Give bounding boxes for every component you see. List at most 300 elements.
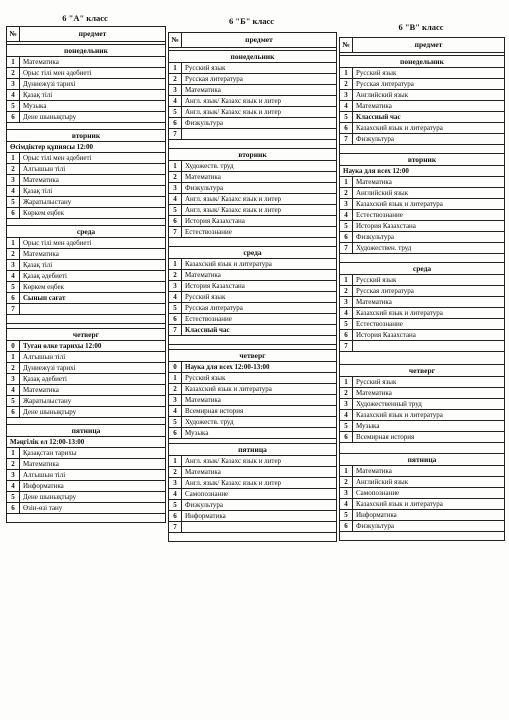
- lesson-number: 2: [169, 172, 182, 182]
- lesson-subject: Англ. язык/ Казахс язык и литер: [185, 457, 282, 465]
- lesson-row: [7, 503, 165, 514]
- lesson-subject: Англ. язык/ Казахс язык и литер: [185, 195, 282, 203]
- lesson-number: 3: [340, 399, 353, 409]
- lesson-row: [7, 304, 165, 315]
- class-c-schedule: [339, 37, 505, 541]
- lesson-number: 0: [169, 362, 182, 372]
- spacer: [7, 315, 165, 324]
- lesson-subject: Казахский язык и литература: [356, 411, 443, 419]
- lesson-subject: Русский язык: [185, 293, 226, 301]
- day-heading-wednesday: среда: [340, 263, 504, 275]
- lesson-number: 6: [169, 314, 182, 324]
- lesson-subject: Орыс тілі мен әдебиеті: [23, 154, 92, 162]
- lesson-subject: Всемирная история: [185, 407, 244, 415]
- lesson-number: 6: [7, 293, 20, 303]
- lesson-subject: Өзін-өзі тану: [23, 504, 63, 512]
- lesson-row: [7, 448, 165, 459]
- lesson-number: 2: [340, 286, 353, 296]
- spacer: [7, 123, 165, 130]
- lesson-number: 4: [340, 410, 353, 420]
- lesson-subject: Қазақ тілі: [23, 91, 53, 99]
- lesson-row: [169, 384, 336, 395]
- lesson-subject: Художественный труд: [356, 400, 422, 408]
- lesson-subject: Қазақстан тарихы: [23, 449, 77, 457]
- lesson-number: 3: [7, 470, 20, 480]
- lesson-number: 7: [340, 243, 353, 253]
- lesson-number: 2: [7, 459, 20, 469]
- lesson-row: [169, 172, 336, 183]
- lesson-number: 1: [169, 259, 182, 269]
- lesson-subject: Англ. язык/ Казахс язык и литер: [185, 206, 282, 214]
- lesson-number: 3: [7, 175, 20, 185]
- lesson-number: 3: [169, 395, 182, 405]
- lesson-number: 3: [7, 374, 20, 384]
- lesson-subject: Русский язык: [356, 276, 397, 284]
- spacer: [169, 238, 336, 247]
- lesson-row: [7, 363, 165, 374]
- lesson-row: [169, 511, 336, 522]
- lesson-subject: Сынып сағат: [23, 294, 66, 302]
- lesson-number: 2: [340, 477, 353, 487]
- spacer: [169, 533, 336, 542]
- lesson-row: [340, 275, 504, 286]
- lesson-row: [7, 68, 165, 79]
- lesson-row: [169, 74, 336, 85]
- lesson-subject: Математика: [356, 178, 392, 186]
- lesson-subject: Физкультура: [185, 501, 224, 509]
- lesson-row: [7, 101, 165, 112]
- table-header: [169, 33, 336, 48]
- lesson-subject: Орыс тілі мен әдебиеті: [23, 69, 92, 77]
- header-number: №: [7, 27, 20, 41]
- lesson-subject: Русский язык: [356, 378, 397, 386]
- lesson-row: [169, 118, 336, 129]
- lesson-subject: Классный час: [356, 113, 401, 121]
- lesson-subject: Музыка: [185, 429, 209, 437]
- lesson-number: 6: [169, 511, 182, 521]
- lesson-row: [169, 161, 336, 172]
- lesson-row: [7, 112, 165, 123]
- lesson-subject: Математика: [23, 58, 59, 66]
- lesson-number: 6: [7, 407, 20, 417]
- lesson-number: 4: [340, 308, 353, 318]
- lesson-number: 3: [340, 90, 353, 100]
- day-heading-monday: понедельник: [169, 51, 336, 63]
- lesson-subject: Математика: [185, 173, 221, 181]
- lesson-subject: Дене шынықтыру: [23, 493, 77, 501]
- lesson-number: 6: [340, 330, 353, 340]
- lesson-subject: Дүниежүзі тарихі: [23, 364, 76, 372]
- lesson-row: [340, 297, 504, 308]
- lesson-row: [169, 406, 336, 417]
- lesson-number: 3: [169, 183, 182, 193]
- lesson-number: 7: [169, 522, 182, 532]
- lesson-subject: Русский язык: [185, 64, 226, 72]
- day-heading-tuesday: вторник: [169, 149, 336, 161]
- table-header: [7, 27, 165, 42]
- lesson-row: [340, 79, 504, 90]
- lesson-subject: Естествознание: [185, 315, 232, 323]
- day-heading-thursday: четверг: [7, 329, 165, 341]
- lesson-subject: Математика: [23, 460, 59, 468]
- lesson-number: 7: [340, 341, 353, 351]
- lesson-subject: Математика: [185, 86, 221, 94]
- lesson-row: [169, 456, 336, 467]
- lesson-number: 4: [169, 489, 182, 499]
- lesson-row: [340, 112, 504, 123]
- lesson-row: [340, 341, 504, 352]
- lesson-row: [340, 101, 504, 112]
- lesson-row: [340, 286, 504, 297]
- lesson-row: [7, 153, 165, 164]
- lesson-number: 7: [340, 134, 353, 144]
- class-b-title: 6 "Б" класс: [228, 16, 275, 26]
- header-subject: предмет: [245, 35, 273, 44]
- lesson-subject: Қазақ әдебиеті: [23, 272, 67, 280]
- lesson-row: [169, 129, 336, 140]
- lesson-number: 4: [7, 271, 20, 281]
- lesson-subject: Художеств. труд: [185, 162, 234, 170]
- lesson-number: 4: [7, 481, 20, 491]
- lesson-row: [7, 186, 165, 197]
- lesson-number: 3: [169, 478, 182, 488]
- lesson-row: [169, 325, 336, 336]
- lesson-row: [169, 205, 336, 216]
- lesson-number: 1: [169, 456, 182, 466]
- lesson-subject: Математика: [23, 250, 59, 258]
- lesson-number: 3: [340, 297, 353, 307]
- lesson-row: [7, 197, 165, 208]
- lesson-number: 1: [7, 448, 20, 458]
- lesson-row: [169, 417, 336, 428]
- lesson-subject: История Казахстана: [185, 217, 245, 225]
- lesson-subject: Информатика: [185, 512, 226, 520]
- lesson-subject: Физкультура: [356, 522, 395, 530]
- lesson-subject: Художеств. труд: [185, 418, 234, 426]
- lesson-subject: Русская литература: [356, 287, 414, 295]
- lesson-row: [169, 270, 336, 281]
- lesson-row: [7, 208, 165, 219]
- day-subtitle: Наука для всех 12:00: [340, 166, 504, 177]
- table-header: [340, 38, 504, 53]
- lesson-number: 5: [169, 500, 182, 510]
- lesson-row: [169, 467, 336, 478]
- lesson-number: 2: [169, 270, 182, 280]
- lesson-row: [7, 175, 165, 186]
- lesson-subject: Математика: [23, 386, 59, 394]
- lesson-subject: Казахский язык и литература: [356, 200, 443, 208]
- lesson-row: [169, 63, 336, 74]
- lesson-subject: Естествознание: [356, 211, 403, 219]
- lesson-number: 5: [169, 107, 182, 117]
- spacer: [7, 219, 165, 226]
- lesson-row: [340, 232, 504, 243]
- lesson-subject: [182, 522, 336, 532]
- lesson-row: [340, 90, 504, 101]
- lesson-number: 5: [169, 205, 182, 215]
- lesson-number: 4: [340, 499, 353, 509]
- lesson-row: [340, 134, 504, 145]
- lesson-number: 1: [169, 161, 182, 171]
- lesson-subject: Математика: [356, 389, 392, 397]
- lesson-subject: Физкультура: [185, 119, 224, 127]
- day-heading-wednesday: среда: [169, 247, 336, 259]
- lesson-row: [169, 216, 336, 227]
- lesson-row: [340, 243, 504, 254]
- lesson-number: 4: [169, 96, 182, 106]
- lesson-row: [340, 68, 504, 79]
- lesson-row: [7, 341, 165, 352]
- lesson-row: [340, 188, 504, 199]
- lesson-subject: Физкультура: [356, 135, 395, 143]
- lesson-subject: Художествен. труд: [356, 244, 412, 252]
- spacer: [340, 532, 504, 541]
- lesson-row: [169, 85, 336, 96]
- lesson-row: [169, 107, 336, 118]
- class-c-title: 6 "В" класс: [398, 22, 444, 32]
- lesson-subject: Наука для всех 12:00-13:00: [185, 363, 270, 371]
- day-heading-thursday: четверг: [340, 365, 504, 377]
- lesson-subject: История Казахстана: [356, 222, 416, 230]
- lesson-row: [169, 500, 336, 511]
- lesson-row: [169, 362, 336, 373]
- lesson-subject: [182, 129, 336, 139]
- lesson-subject: Казахский язык и литература: [356, 124, 443, 132]
- lesson-number: 1: [340, 177, 353, 187]
- lesson-subject: Математика: [356, 102, 392, 110]
- lesson-number: 1: [7, 57, 20, 67]
- lesson-row: [340, 499, 504, 510]
- lesson-subject: Математика: [23, 176, 59, 184]
- lesson-row: [340, 221, 504, 232]
- class-a-schedule: [6, 26, 166, 523]
- lesson-subject: Англ. язык/ Казахс язык и литер: [185, 479, 282, 487]
- lesson-number: 3: [169, 281, 182, 291]
- lesson-subject: Математика: [356, 298, 392, 306]
- lesson-row: [169, 259, 336, 270]
- lesson-number: 4: [169, 292, 182, 302]
- lesson-number: 2: [340, 188, 353, 198]
- lesson-row: [7, 407, 165, 418]
- lesson-subject: Англ. язык/ Казахс язык и литер: [185, 108, 282, 116]
- lesson-subject: Дене шынықтыру: [23, 113, 77, 121]
- lesson-number: 5: [7, 282, 20, 292]
- lesson-subject: Казахский язык и литература: [356, 500, 443, 508]
- day-heading-tuesday: вторник: [7, 130, 165, 142]
- lesson-number: 2: [7, 68, 20, 78]
- lesson-subject: Естествознание: [356, 320, 403, 328]
- lesson-subject: Алгышын тілі: [23, 353, 66, 361]
- lesson-subject: [20, 304, 165, 314]
- lesson-subject: Русская литература: [356, 80, 414, 88]
- lesson-number: 6: [340, 232, 353, 242]
- spacer: [7, 418, 165, 425]
- day-heading-friday: пятница: [7, 425, 165, 437]
- lesson-subject: Казахский язык и литература: [356, 309, 443, 317]
- lesson-subject: Физкультура: [356, 233, 395, 241]
- lesson-number: 1: [169, 63, 182, 73]
- lesson-number: 4: [7, 385, 20, 395]
- lesson-subject: Математика: [356, 467, 392, 475]
- lesson-number: 2: [7, 164, 20, 174]
- lesson-subject: Музыка: [23, 102, 47, 110]
- lesson-row: [340, 123, 504, 134]
- lesson-row: [340, 477, 504, 488]
- lesson-row: [340, 410, 504, 421]
- lesson-number: 6: [169, 428, 182, 438]
- lesson-number: 5: [340, 221, 353, 231]
- lesson-subject: Дүниежүзі тарихі: [23, 80, 76, 88]
- lesson-subject: Орыс тілі мен әдебиеті: [23, 239, 92, 247]
- lesson-number: 7: [169, 129, 182, 139]
- lesson-row: [340, 308, 504, 319]
- lesson-number: 4: [340, 101, 353, 111]
- spacer: [340, 443, 504, 454]
- lesson-subject: Естествознание: [185, 228, 232, 236]
- lesson-subject: Жаратылыстану: [23, 397, 72, 405]
- lesson-number: 1: [7, 352, 20, 362]
- lesson-number: 6: [340, 123, 353, 133]
- lesson-subject: Казахский язык и литература: [185, 260, 272, 268]
- lesson-row: [169, 227, 336, 238]
- lesson-row: [7, 57, 165, 68]
- lesson-row: [169, 428, 336, 439]
- day-subtitle: Өсімдіктер құпиясы 12:00: [7, 142, 165, 153]
- lesson-number: 5: [340, 112, 353, 122]
- lesson-number: 6: [169, 216, 182, 226]
- lesson-number: 5: [7, 492, 20, 502]
- lesson-row: [169, 478, 336, 489]
- lesson-subject: Математика: [185, 396, 221, 404]
- lesson-number: 5: [7, 197, 20, 207]
- lesson-number: 5: [7, 101, 20, 111]
- lesson-row: [7, 293, 165, 304]
- lesson-row: [169, 373, 336, 384]
- lesson-row: [7, 79, 165, 90]
- lesson-row: [7, 90, 165, 101]
- day-heading-friday: пятница: [340, 454, 504, 466]
- lesson-number: 2: [7, 363, 20, 373]
- lesson-number: 6: [340, 432, 353, 442]
- lesson-subject: Информатика: [23, 482, 64, 490]
- lesson-number: 2: [7, 249, 20, 259]
- lesson-number: 1: [340, 275, 353, 285]
- lesson-number: 1: [169, 373, 182, 383]
- lesson-subject: Көркем еңбек: [23, 283, 65, 291]
- lesson-subject: Английский язык: [356, 91, 409, 99]
- lesson-subject: Математика: [185, 271, 221, 279]
- lesson-row: [340, 388, 504, 399]
- lesson-subject: История Казахстана: [185, 282, 245, 290]
- spacer: [340, 145, 504, 154]
- day-heading-friday: пятница: [169, 444, 336, 456]
- lesson-row: [7, 470, 165, 481]
- lesson-number: 3: [169, 85, 182, 95]
- lesson-number: 5: [169, 303, 182, 313]
- lesson-subject: Қазақ тілі: [23, 261, 53, 269]
- lesson-number: 1: [7, 153, 20, 163]
- lesson-row: [7, 260, 165, 271]
- class-a-title: 6 "А" класс: [62, 13, 108, 23]
- lesson-row: [7, 396, 165, 407]
- lesson-number: 2: [169, 467, 182, 477]
- header-number: №: [340, 38, 353, 52]
- lesson-number: 6: [7, 112, 20, 122]
- spacer: [169, 336, 336, 345]
- lesson-row: [7, 385, 165, 396]
- lesson-subject: Математика: [185, 468, 221, 476]
- class-b-schedule: [168, 32, 337, 542]
- day-heading-monday: понедельник: [340, 56, 504, 68]
- lesson-row: [340, 432, 504, 443]
- lesson-subject: Русская литература: [185, 304, 243, 312]
- lesson-row: [169, 522, 336, 533]
- lesson-row: [340, 199, 504, 210]
- lesson-row: [169, 281, 336, 292]
- lesson-number: 5: [340, 421, 353, 431]
- lesson-row: [169, 489, 336, 500]
- header-subject: предмет: [78, 29, 107, 38]
- lesson-subject: Қазақ әдебиеті: [23, 375, 67, 383]
- lesson-row: [7, 164, 165, 175]
- day-subtitle: Мәңгілік ел 12:00-13:00: [7, 437, 165, 448]
- lesson-subject: Всемирная история: [356, 433, 415, 441]
- lesson-subject: Английский язык: [356, 478, 409, 486]
- lesson-row: [169, 96, 336, 107]
- day-heading-monday: понедельник: [7, 45, 165, 57]
- lesson-row: [340, 421, 504, 432]
- lesson-subject: Самопознание: [185, 490, 229, 498]
- lesson-number: 2: [169, 384, 182, 394]
- lesson-row: [340, 330, 504, 341]
- spacer: [169, 140, 336, 149]
- lesson-row: [7, 374, 165, 385]
- day-heading-thursday: четверг: [169, 350, 336, 362]
- day-heading-tuesday: вторник: [340, 154, 504, 166]
- lesson-row: [340, 488, 504, 499]
- lesson-number: 3: [340, 199, 353, 209]
- lesson-number: 3: [340, 488, 353, 498]
- lesson-row: [340, 521, 504, 532]
- lesson-number: 4: [7, 186, 20, 196]
- lesson-number: 6: [7, 208, 20, 218]
- lesson-row: [169, 183, 336, 194]
- lesson-row: [340, 177, 504, 188]
- lesson-subject: Қазақ тілі: [23, 187, 53, 195]
- lesson-subject: Физкультура: [185, 184, 224, 192]
- lesson-subject: Алгышын тілі: [23, 165, 66, 173]
- lesson-row: [169, 292, 336, 303]
- lesson-row: [7, 492, 165, 503]
- lesson-row: [340, 377, 504, 388]
- lesson-subject: Русский язык: [185, 374, 226, 382]
- lesson-row: [169, 314, 336, 325]
- lesson-number: 1: [340, 377, 353, 387]
- lesson-subject: Музыка: [356, 422, 380, 430]
- lesson-row: [7, 459, 165, 470]
- lesson-number: 0: [7, 341, 20, 351]
- lesson-number: 2: [340, 79, 353, 89]
- lesson-subject: История Казахстана: [356, 331, 416, 339]
- lesson-number: 4: [169, 406, 182, 416]
- lesson-row: [7, 249, 165, 260]
- lesson-number: 4: [340, 210, 353, 220]
- lesson-row: [7, 271, 165, 282]
- lesson-number: 5: [169, 417, 182, 427]
- lesson-number: 6: [7, 503, 20, 513]
- lesson-row: [169, 395, 336, 406]
- lesson-row: [7, 352, 165, 363]
